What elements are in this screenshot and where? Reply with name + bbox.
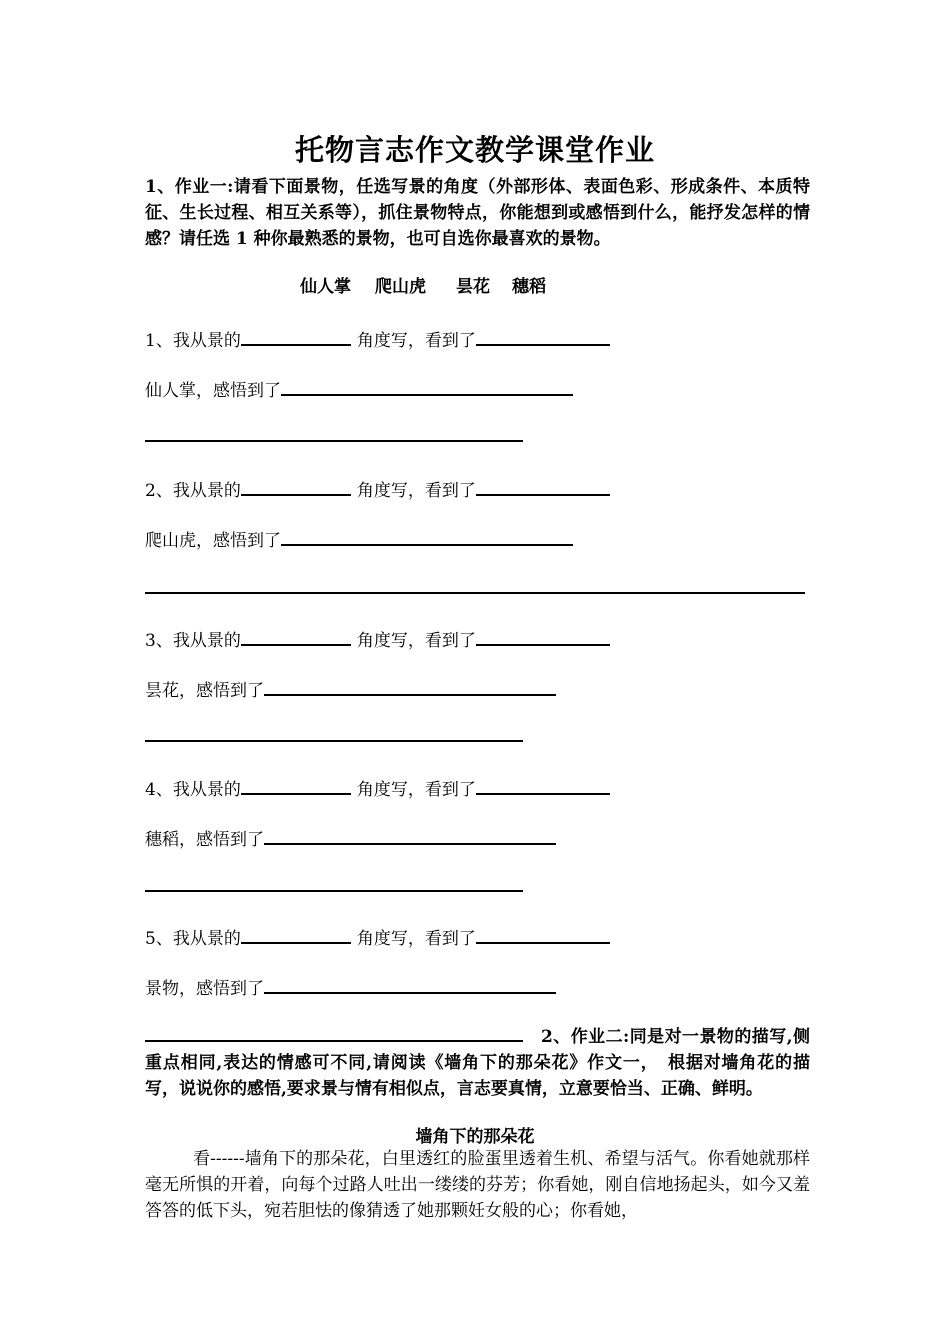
essay-body: 看------墙角下的那朵花，白里透红的脸蛋里透着生机、希望与活气。你看她就那样毫无所惧的开着，向每个过路人吐出一缕缕的芬芳；你看她，刚自信地扬起头，如今又羞答答的低下头，宛若胆怯的像猜透了她那颗妊女般的心；你看她， — [145, 1149, 810, 1221]
answer-line[interactable] — [145, 890, 523, 892]
insight-line — [145, 972, 556, 1001]
plant-option: 爬山虎 — [375, 277, 426, 297]
answer-line[interactable] — [145, 592, 805, 594]
question-prefix: 我从景的 — [172, 331, 241, 351]
angle-blank[interactable] — [241, 922, 351, 944]
insight-prefix: 穗稻，感悟到了 — [145, 830, 264, 850]
question-line — [145, 773, 610, 802]
answer-line[interactable] — [145, 740, 523, 742]
insight-prefix: 爬山虎，感悟到了 — [145, 531, 281, 551]
essay-title: 墙角下的那朵花 — [415, 1127, 535, 1147]
question-mid: 角度写，看到了 — [356, 631, 476, 651]
answer-line[interactable] — [145, 440, 523, 442]
question-mid: 角度写，看到了 — [356, 780, 476, 800]
question-number: 1、 — [145, 331, 173, 351]
question-line — [145, 624, 610, 653]
angle-blank[interactable] — [241, 624, 351, 646]
seen-blank[interactable] — [476, 474, 610, 496]
plant-option: 穗稻 — [512, 277, 546, 297]
insight-blank[interactable] — [264, 823, 556, 845]
angle-blank[interactable] — [241, 324, 351, 346]
homework-two-text: 2、作业二:同是对一景物的描写,侧重点相同,表达的情感可不同,请阅读《墙角下的那朵花》作文一， 根据对墙角花的描写，说说你的感悟,要求景与情有相似点，言志要真情，立意要恰当、正确、鲜明。 — [145, 1027, 810, 1099]
question-prefix: 我从景的 — [172, 481, 241, 501]
insight-prefix: 仙人掌，感悟到了 — [145, 381, 281, 401]
insight-prefix: 景物，感悟到了 — [145, 979, 264, 999]
question-prefix: 我从景的 — [172, 780, 241, 800]
question-number: 4、 — [145, 780, 173, 800]
insight-blank[interactable] — [281, 374, 573, 396]
question-number: 5、 — [145, 929, 173, 949]
angle-blank[interactable] — [241, 474, 351, 496]
answer-line[interactable] — [145, 1022, 523, 1042]
insight-blank[interactable] — [264, 674, 556, 696]
insight-line — [145, 823, 556, 852]
question-line — [145, 474, 610, 503]
plant-options — [300, 272, 546, 297]
question-line — [145, 922, 610, 951]
question-mid: 角度写，看到了 — [356, 481, 476, 501]
page-title: 托物言志作文教学课堂作业 — [294, 133, 655, 167]
seen-blank[interactable] — [476, 922, 610, 944]
seen-blank[interactable] — [476, 324, 610, 346]
seen-blank[interactable] — [476, 773, 610, 795]
question-prefix: 我从景的 — [172, 631, 241, 651]
question-mid: 角度写，看到了 — [356, 929, 476, 949]
insight-line — [145, 374, 573, 403]
question-mid: 角度写，看到了 — [356, 331, 476, 351]
homework-one-instructions: 1、作业一:请看下面景物，任选写景的角度（外部形体、表面色彩、形成条件、本质特征、生长过程、相互关系等），抓住景物特点，你能想到或感悟到什么，能抒发怎样的情感？请任选 1 种你最熟悉的景物，也可自选你最喜欢的景物。 — [145, 177, 810, 249]
insight-blank[interactable] — [264, 972, 556, 994]
plant-option: 昙花 — [456, 277, 490, 297]
angle-blank[interactable] — [241, 773, 351, 795]
question-number: 2、 — [145, 481, 173, 501]
plant-option: 仙人掌 — [300, 277, 351, 297]
insight-line — [145, 524, 573, 553]
question-prefix: 我从景的 — [172, 929, 241, 949]
insight-line — [145, 674, 556, 703]
insight-prefix: 昙花，感悟到了 — [145, 681, 264, 701]
question-number: 3、 — [145, 631, 173, 651]
homework-two-instructions — [145, 1022, 810, 1102]
question-line — [145, 324, 610, 353]
seen-blank[interactable] — [476, 624, 610, 646]
insight-blank[interactable] — [281, 524, 573, 546]
